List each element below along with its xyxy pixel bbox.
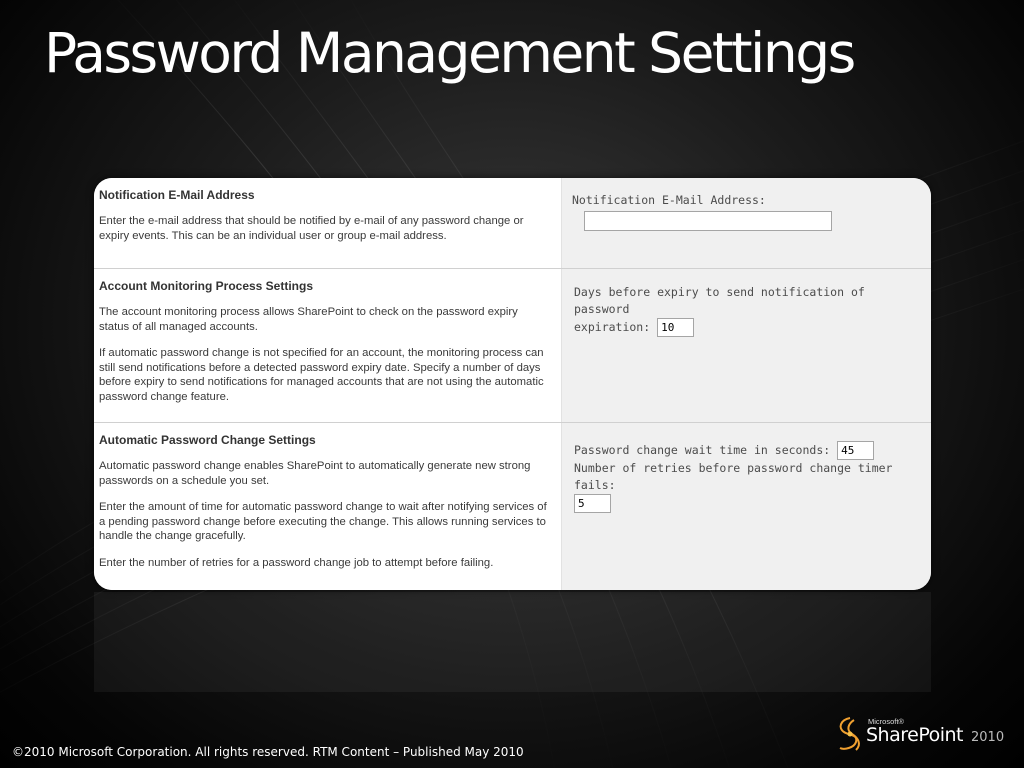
section-field-area: [562, 423, 931, 590]
wait-time-input[interactable]: [837, 441, 874, 460]
section-field-area: [562, 269, 931, 422]
account-monitoring-section: [94, 269, 931, 423]
section-description: Enter the number of retries for a password change job to attempt before failing.: [99, 556, 494, 569]
slide-title: Password Management Settings: [44, 21, 854, 85]
logo-product-name: SharePoint: [866, 724, 964, 746]
section-description: Enter the amount of time for automatic password change to wait after notifying services of a pending password change before executing the change. This allows running services to handle the change gracefully.: [99, 501, 547, 543]
notification-email-input[interactable]: [584, 211, 832, 231]
retries-label: Number of retries before password change timer fails:: [574, 461, 893, 492]
sharepoint-logo: [832, 712, 1012, 756]
notification-email-section: [94, 178, 931, 269]
sharepoint-logo-icon: [834, 714, 866, 754]
expiry-days-label: Days before expiry to send notification of password: [574, 285, 865, 316]
retries-input[interactable]: [574, 494, 611, 513]
expiry-days-label-continued: expiration:: [574, 320, 651, 334]
section-description: Automatic password change enables SharePoint to automatically generate new strong passwords on a schedule you set.: [99, 460, 531, 487]
section-description: If automatic password change is not specified for an account, the monitoring process can still send notifications before a detected password expiry date. Specify a number of days before expiry to send notifications for managed accounts that are not using the automatic password change feature.: [99, 347, 544, 403]
section-title: Automatic Password Change Settings: [99, 433, 316, 447]
settings-panel: [94, 178, 931, 590]
section-description-area: [94, 423, 562, 590]
section-description: The account monitoring process allows SharePoint to check on the password expiry status of all managed accounts.: [99, 306, 518, 333]
copyright-footer: ©2010 Microsoft Corporation. All rights reserved. RTM Content – Published May 2010: [12, 745, 524, 759]
section-field-area: [562, 178, 931, 268]
email-field-label: Notification E-Mail Address:: [572, 193, 766, 207]
section-description: Enter the e-mail address that should be notified by e-mail of any password change or expiry events. This can be an individual user or group e-mail address.: [99, 215, 524, 242]
automatic-password-change-section: [94, 423, 931, 590]
section-description-area: [94, 269, 562, 422]
section-description-area: [94, 178, 562, 268]
expiry-days-input[interactable]: [657, 318, 694, 337]
wait-time-label: Password change wait time in seconds:: [574, 443, 831, 457]
section-title: Account Monitoring Process Settings: [99, 279, 314, 293]
logo-year: 2010: [971, 730, 1005, 745]
logo-brand: Microsoft®: [868, 717, 904, 726]
section-title: Notification E-Mail Address: [99, 188, 255, 202]
